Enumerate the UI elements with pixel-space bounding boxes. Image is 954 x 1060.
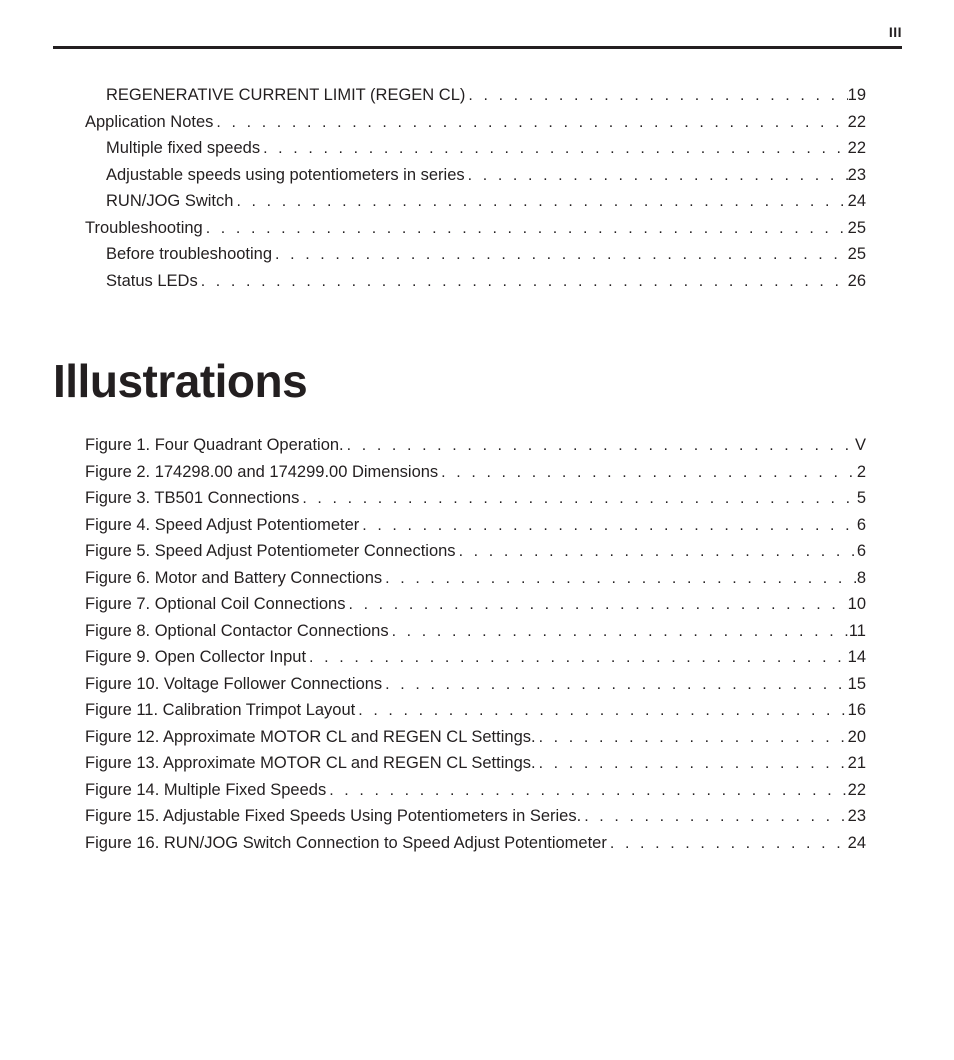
dot-leader — [465, 163, 848, 190]
toc-entry-page: 19 — [847, 86, 866, 104]
dot-leader — [260, 136, 848, 163]
dot-leader — [233, 189, 847, 216]
dot-leader — [581, 804, 847, 831]
toc-entry-before-troubleshooting[interactable] — [85, 241, 866, 268]
toc-entry-page: 26 — [847, 271, 866, 290]
dot-leader — [355, 698, 847, 725]
dot-leader — [438, 460, 857, 487]
figure-entry-page: 23 — [847, 807, 866, 825]
figure-entry-label: Figure 14. Multiple Fixed Speeds — [85, 780, 327, 799]
toc-entry-label: REGENERATIVE CURRENT LIMIT (REGEN CL) — [106, 86, 466, 104]
toc-entry-label: Before troubleshooting — [106, 245, 273, 263]
dot-leader — [389, 619, 849, 646]
figure-entry-13[interactable] — [85, 750, 866, 777]
dot-leader — [536, 751, 848, 778]
figure-entry-label: Figure 3. TB501 Connections — [85, 489, 300, 507]
figure-entry-16[interactable] — [85, 830, 866, 857]
toc-entry-page: 22 — [847, 112, 866, 131]
toc-entry-page: 24 — [847, 192, 866, 210]
toc-entry-adjustable-speeds[interactable] — [85, 162, 866, 189]
figure-entry-page: 11 — [848, 621, 866, 640]
figure-entry-2[interactable] — [85, 459, 866, 486]
toc-entry-multiple-fixed-speeds[interactable] — [85, 135, 866, 162]
figure-entry-label: Figure 8. Optional Contactor Connections — [85, 621, 389, 640]
figure-entry-page: 2 — [856, 462, 866, 481]
toc-entry-page: 23 — [847, 165, 866, 184]
toc-entry-label: RUN/JOG Switch — [106, 192, 234, 210]
dot-leader — [272, 242, 848, 269]
figure-entry-5[interactable] — [85, 538, 866, 565]
figure-entry-page: 16 — [847, 701, 866, 719]
toc-entry-label: Troubleshooting — [85, 218, 203, 237]
figure-entry-label: Figure 15. Adjustable Fixed Speeds Using Potentiometers in Series. — [85, 807, 582, 825]
page-number: III — [888, 24, 902, 40]
figure-entry-label: Figure 11. Calibration Trimpot Layout — [85, 701, 356, 719]
figure-entry-label: Figure 16. RUN/JOG Switch Connection to Speed Adjust Potentiometer — [85, 833, 607, 852]
figure-entry-page: 14 — [847, 648, 866, 666]
dot-leader — [536, 725, 848, 752]
figure-entry-8[interactable] — [85, 618, 866, 645]
figure-entry-page: 24 — [847, 833, 866, 852]
figure-entry-label: Figure 12. Approximate MOTOR CL and REGEN CL Settings. — [85, 727, 536, 746]
figure-entry-14[interactable] — [85, 777, 866, 804]
illustrations-heading: Illustrations — [53, 355, 308, 407]
figure-entry-page: 20 — [847, 727, 866, 746]
figure-entry-page: 6 — [856, 515, 866, 534]
figure-entry-6[interactable] — [85, 565, 866, 592]
dot-leader — [306, 645, 848, 672]
figure-entry-7[interactable] — [85, 591, 866, 618]
toc-entry-troubleshooting[interactable] — [85, 215, 866, 242]
figure-entry-page: 15 — [847, 674, 866, 693]
dot-leader — [203, 216, 848, 243]
toc-entry-label: Adjustable speeds using potentiometers in series — [106, 165, 465, 184]
figure-entry-4[interactable] — [85, 512, 866, 539]
toc-entry-label: Multiple fixed speeds — [106, 139, 261, 157]
figure-entry-12[interactable] — [85, 724, 866, 751]
toc-entry-page: 22 — [847, 139, 866, 157]
dot-leader — [299, 486, 856, 513]
figure-entry-page: 5 — [856, 489, 866, 507]
figure-entry-label: Figure 5. Speed Adjust Potentiometer Connections — [85, 542, 456, 560]
toc-entry-page: 25 — [847, 245, 866, 263]
figure-entry-label: Figure 10. Voltage Follower Connections — [85, 674, 383, 693]
figure-entry-9[interactable] — [85, 644, 866, 671]
figure-entry-page: 8 — [856, 568, 866, 587]
dot-leader — [198, 269, 848, 296]
dot-leader — [607, 831, 848, 858]
figure-entry-11[interactable] — [85, 697, 866, 724]
figure-entry-page: V — [854, 436, 866, 454]
figure-entry-page: 22 — [847, 780, 866, 799]
dot-leader — [345, 592, 847, 619]
dot-leader — [382, 672, 847, 699]
figure-entry-label: Figure 13. Approximate MOTOR CL and REGEN CL Settings. — [85, 754, 536, 772]
dot-leader — [344, 433, 855, 460]
toc-entry-run-jog-switch[interactable] — [85, 188, 866, 215]
dot-leader — [382, 566, 857, 593]
figure-entry-page: 10 — [847, 595, 866, 613]
toc-entry-application-notes[interactable] — [85, 109, 866, 136]
figure-entry-10[interactable] — [85, 671, 866, 698]
figure-entry-label: Figure 2. 174298.00 and 174299.00 Dimensions — [85, 462, 439, 481]
toc-entry-label: Application Notes — [85, 112, 214, 131]
figure-entry-label: Figure 6. Motor and Battery Connections — [85, 568, 383, 587]
toc-entry-label: Status LEDs — [106, 271, 198, 290]
toc-entry-regen-cl[interactable] — [85, 82, 866, 109]
dot-leader — [326, 778, 847, 805]
figure-entry-page: 21 — [847, 754, 866, 772]
figure-entry-label: Figure 9. Open Collector Input — [85, 648, 307, 666]
figure-entry-label: Figure 1. Four Quadrant Operation. — [85, 436, 344, 454]
figure-entry-1[interactable] — [85, 432, 866, 459]
figure-entry-15[interactable] — [85, 803, 866, 830]
dot-leader — [465, 83, 847, 110]
figure-entry-label: Figure 4. Speed Adjust Potentiometer — [85, 515, 360, 534]
dot-leader — [359, 513, 857, 540]
dot-leader — [456, 539, 857, 566]
dot-leader — [213, 110, 847, 137]
toc-entry-status-leds[interactable] — [85, 268, 866, 295]
contents-list — [85, 82, 866, 294]
figure-entry-label: Figure 7. Optional Coil Connections — [85, 595, 346, 613]
header-rule — [53, 46, 902, 49]
figure-entry-page: 6 — [856, 542, 866, 560]
figure-entry-3[interactable] — [85, 485, 866, 512]
toc-entry-page: 25 — [847, 218, 866, 237]
illustrations-list — [85, 432, 866, 856]
